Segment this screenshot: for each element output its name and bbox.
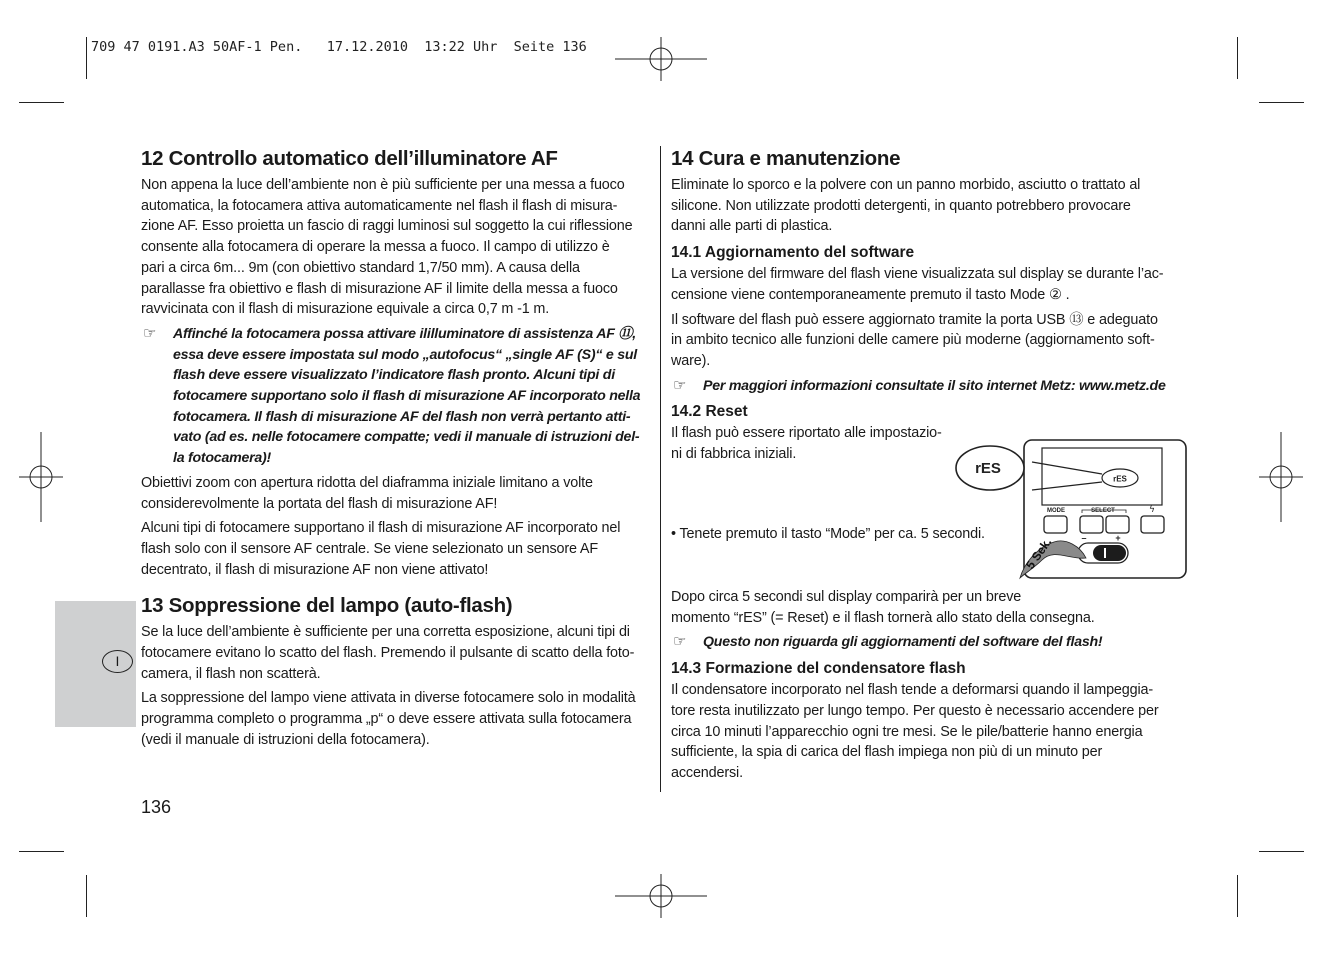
- text-line: fotocamere supportano solo il flash di misurazione AF incorporato nella: [173, 388, 641, 405]
- power-switch-knob: [1093, 545, 1126, 561]
- crop-mark: [1237, 37, 1238, 79]
- callout-text: rES: [975, 460, 1001, 477]
- text-line: La soppressione del lampo viene attivata in diverse fotocamere solo in modalità: [141, 690, 636, 707]
- text-line: Eliminate lo sporco e la polvere con un panno morbido, asciutto o trattato al: [671, 177, 1141, 193]
- text-line: camera, il flash non scatterà.: [141, 665, 321, 682]
- flash-reset-figure: [950, 436, 1190, 586]
- flash-symbol-label: ϟ: [1149, 505, 1155, 515]
- flash-button: [1141, 516, 1164, 533]
- text-line: decentrato, il flash di misurazione AF non viene attivato!: [141, 561, 489, 578]
- section-12-para-3: [141, 518, 653, 580]
- text-line: fotocamera. Il flash di misurazione AF del flash non verrà pertanto atti-: [173, 408, 631, 425]
- section-14-title: 14 Cura e manutenzione: [671, 147, 901, 170]
- section-13-para-2: [141, 688, 653, 750]
- crop-mark: [1259, 102, 1304, 103]
- page-number: 136: [141, 797, 172, 817]
- text-line: ni di fabbrica iniziali.: [671, 446, 797, 463]
- registration-mark-bottom: [615, 874, 707, 918]
- select-minus-button: [1080, 516, 1103, 533]
- section-14-1-title: 14.1 Aggiornamento del software: [671, 244, 915, 262]
- section-12-para-2: [141, 473, 653, 514]
- section-14-2-para-2: [671, 587, 1186, 628]
- pointing-hand-icon: ☞: [673, 376, 687, 394]
- five-seconds-badge: 5 Sek.: [1022, 535, 1055, 572]
- section-12-note: [141, 324, 653, 469]
- text-line: pari a circa 6m... 9m (con obiettivo standard 1,7/50 mm). A causa della: [141, 259, 580, 276]
- pointing-hand-icon: ☞: [143, 324, 157, 342]
- text-line: considerevolmente la portata del flash di misurazione AF!: [141, 495, 498, 512]
- section-14-1-para-1: [671, 264, 1186, 305]
- text-line: Se la luce dell’ambiente è sufficiente per una corretta esposizione, alcuni tipi di: [141, 624, 630, 641]
- text-line: Per maggiori informazioni consultate il sito internet Metz: www.metz.de: [703, 377, 1166, 394]
- mode-button: [1044, 516, 1067, 533]
- text-line: vato (ad es. nelle fotocamere compatte; vedi il manuale di istruzioni del-: [173, 429, 640, 446]
- text-line: La versione del firmware del flash viene visualizzata sul display se durante l’ac-: [671, 266, 1164, 283]
- text-line: fotocamere evitano lo scatto del flash. Premendo il pulsante di scatto della foto-: [141, 645, 635, 662]
- text-line: Dopo circa 5 secondi sul display comparirà per un breve: [671, 589, 1022, 605]
- text-line: la fotocamera)!: [173, 450, 271, 467]
- crop-mark: [86, 875, 87, 917]
- language-badge: I: [102, 650, 133, 673]
- column-divider: [660, 146, 661, 792]
- text-line: (vedi il manuale di istruzioni della fotocamera).: [141, 731, 430, 748]
- crop-mark: [19, 851, 64, 852]
- right-column-lower: [671, 587, 1186, 784]
- select-label: SELECT: [1091, 508, 1115, 514]
- section-14-1-para-2: [671, 310, 1186, 372]
- minus-label: –: [1081, 533, 1087, 543]
- text-line: Il software del flash può essere aggiornato tramite la porta USB ⑬ e adeguato: [671, 311, 1158, 328]
- section-13-para-1: [141, 622, 653, 684]
- text-line: censione viene contemporaneamente premuto il tasto Mode ② .: [671, 286, 1070, 303]
- text-line: automatica, la fotocamera attiva automaticamente nel flash il flash di misura-: [141, 197, 618, 214]
- display-res-text: rES: [1113, 474, 1127, 484]
- text-line: accendersi.: [671, 764, 743, 781]
- section-14-2-note: [671, 632, 1186, 653]
- text-line: circa 10 minuti l’apparecchio ogni tre mesi. Se le pile/batterie hanno energia: [671, 723, 1143, 740]
- plus-label: +: [1115, 533, 1121, 543]
- text-line: parallasse fra obiettivo e flash di misurazione AF il limite della messa a fuoco: [141, 280, 618, 297]
- crop-mark: [86, 37, 87, 79]
- text-line: ware).: [671, 352, 711, 369]
- text-line: Alcuni tipi di fotocamere supportano il flash di misurazione AF incorporato nel: [141, 520, 621, 537]
- text-line: Questo non riguarda gli aggiornamenti del software del flash!: [703, 634, 1103, 651]
- section-14-1-note: [671, 376, 1186, 397]
- registration-mark-top: [615, 37, 707, 81]
- registration-mark-left: [19, 432, 63, 522]
- section-12-title: 12 Controllo automatico dell’illuminatore AF: [141, 147, 558, 170]
- text-line: silicone. Non utilizzate prodotti detergenti, in quanto potrebbero provocare: [671, 197, 1131, 214]
- section-14-3-title: 14.3 Formazione del condensatore flash: [671, 660, 966, 678]
- registration-mark-right: [1259, 432, 1303, 522]
- text-line: Il flash può essere riportato alle impostazio-: [671, 425, 942, 442]
- text-line: Non appena la luce dell’ambiente non è più sufficiente per una messa a fuoco: [141, 177, 625, 193]
- crop-mark: [19, 102, 64, 103]
- text-line: Il condensatore incorporato nel flash tende a deformarsi quando il lampeggia-: [671, 682, 1154, 699]
- text-line: flash solo con il sensore AF centrale. Se viene selezionato un sensore AF: [141, 540, 599, 557]
- crop-mark: [1237, 875, 1238, 917]
- text-line: flash deve essere visualizzato l’indicatore flash pronto. Alcuni tipi di: [173, 367, 615, 384]
- text-line: ravvicinata con il flash di misurazione equivale a circa 0,7 m -1 m.: [141, 301, 550, 318]
- text-line: consente alla fotocamera di operare la messa a fuoco. Il campo di utilizzo è: [141, 239, 610, 256]
- text-line: in ambito tecnico alle funzioni delle camere più moderne (aggiornamento soft-: [671, 332, 1155, 349]
- select-plus-button: [1106, 516, 1129, 533]
- text-line: momento “rES” (= Reset) e il flash tornerà allo stato della consegna.: [671, 609, 1095, 626]
- left-column: [141, 147, 653, 751]
- text-line: programma completo o programma „p“ o deve essere attivata sulla fotocamera: [141, 711, 632, 728]
- print-slug: 709 47 0191.A3 50AF-1 Pen. 17.12.2010 13:22 Uhr Seite 136: [91, 39, 587, 55]
- crop-mark: [1259, 851, 1304, 852]
- section-12-para-1: [141, 175, 653, 320]
- right-column: [671, 147, 1186, 465]
- section-14-3-para-1: [671, 680, 1186, 784]
- section-14-2-title: 14.2 Reset: [671, 403, 748, 421]
- mode-label: MODE: [1047, 508, 1065, 514]
- section-14-2-bullet: • Tenete premuto il tasto “Mode” per ca. 5 secondi.: [671, 526, 985, 542]
- section-14-para-1: [671, 175, 1186, 237]
- text-line: Obiettivi zoom con apertura ridotta del diaframma iniziale limitano a volte: [141, 474, 593, 491]
- text-line: tore resta inutilizzato per lungo tempo. Per questo è necessario accendere per: [671, 702, 1159, 719]
- text-line: Affinché la fotocamera possa attivare ililluminatore di assistenza AF ⑪,: [173, 325, 636, 342]
- text-line: sufficiente, la spia di carica del flash impiega non più di un minuto per: [671, 744, 1103, 761]
- text-line: essa deve essere impostata sul modo „autofocus“ „single AF (S)“ e sul: [173, 346, 637, 363]
- section-13-title: 13 Soppressione del lampo (auto-flash): [141, 594, 513, 618]
- text-line: danni alle parti di plastica.: [671, 218, 833, 235]
- pointing-hand-icon: ☞: [673, 633, 687, 651]
- text-line: zione AF. Esso proietta un fascio di raggi luminosi sul soggetto la cui riflessione: [141, 218, 633, 235]
